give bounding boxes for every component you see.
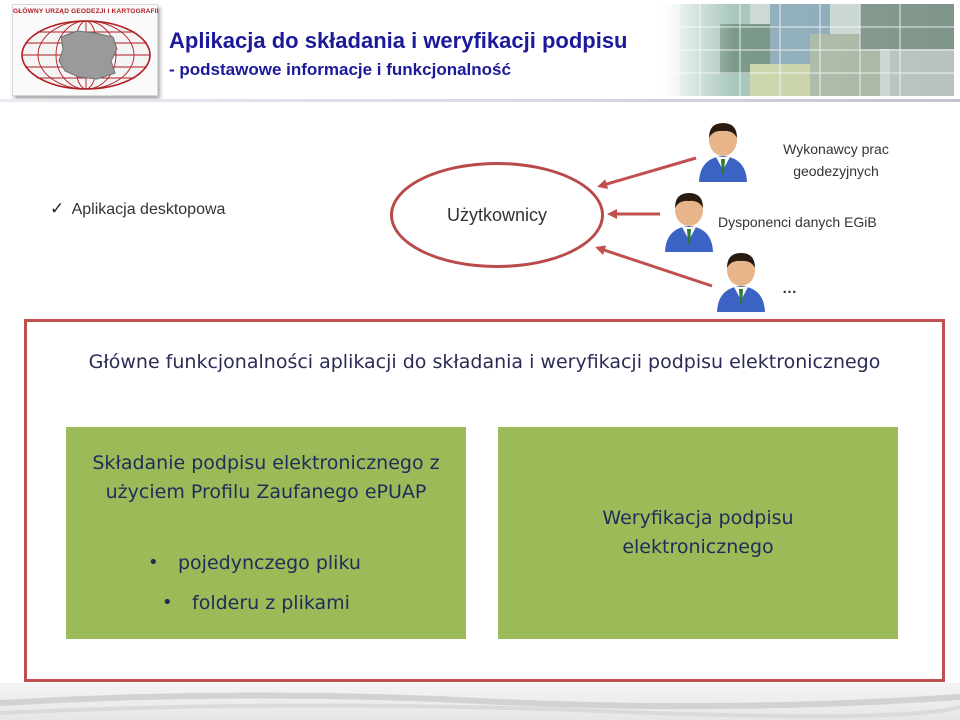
person-icon	[715, 248, 767, 314]
arrow-to-contractors	[600, 158, 696, 186]
list-item	[66, 583, 466, 623]
users-ellipse	[390, 162, 604, 268]
signing-box	[66, 427, 466, 639]
list-item	[66, 543, 466, 583]
users-label: Użytkownicy	[446, 204, 548, 225]
verification-title: Weryfikacja podpisu elektronicznego	[602, 507, 794, 558]
page-subtitle: - podstawowe informacje i funkcjonalność	[169, 60, 511, 79]
signing-option-single-file: pojedynczego pliku	[178, 552, 361, 574]
person-icon	[663, 188, 715, 254]
features-heading: Główne funkcjonalności aplikacji do składania i weryfikacji podpisu elektronicznego	[88, 351, 881, 373]
role-data-holders: Dysponenci danych EGiB	[718, 214, 877, 230]
bullet-icon: •	[148, 552, 159, 573]
features-panel	[24, 319, 945, 682]
check-icon: ✓	[50, 199, 65, 218]
signing-option-folder: folderu z plikami	[192, 592, 350, 614]
role-others: …	[782, 280, 797, 297]
signing-options	[66, 543, 466, 623]
bullet-text: Aplikacja desktopowa	[71, 201, 226, 218]
signing-title: Składanie podpisu elektronicznego z użyciem Profilu Zaufanego ePUAP	[92, 452, 440, 503]
bullet-icon: •	[162, 592, 173, 613]
page-title: Aplikacja do składania i weryfikacji podpisu	[169, 28, 628, 53]
footer-decoration	[0, 683, 960, 720]
verification-box	[498, 427, 898, 639]
logo-text: GŁÓWNY URZĄD GEODEZJI I KARTOGRAFII	[13, 8, 159, 15]
role-contractors: Wykonawcy prac geodezyjnych	[783, 141, 889, 179]
